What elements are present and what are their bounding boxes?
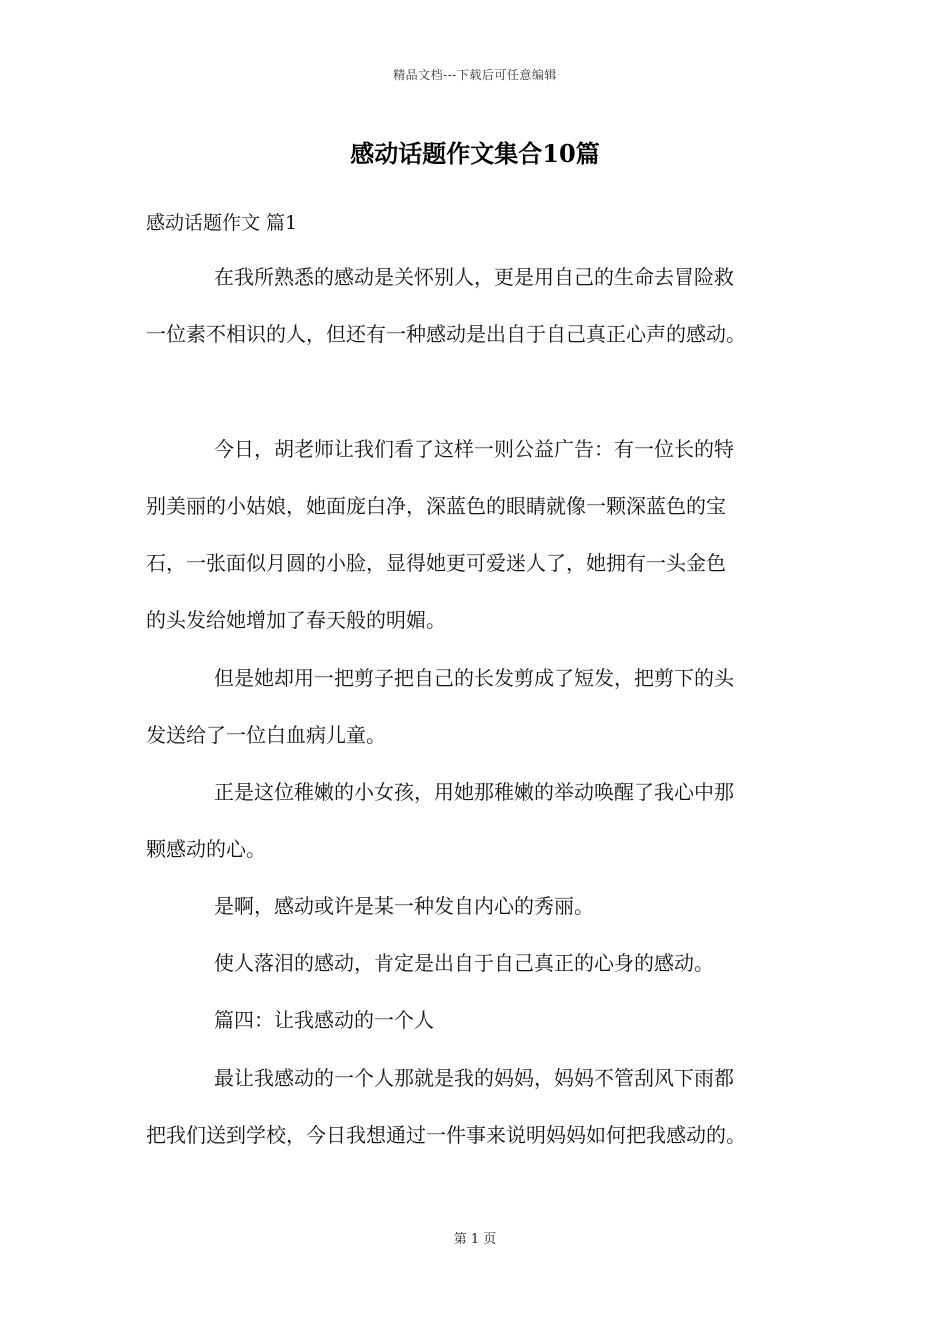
paragraph-line: 把我们送到学校，今日我想通过一件事来说明妈妈如何把我感动的。 xyxy=(146,1123,746,1147)
paragraph-line: 石，一张面似月圆的小脸，显得她更可爱迷人了，她拥有一头金色 xyxy=(146,551,726,575)
paragraph xyxy=(146,421,806,649)
paragraph xyxy=(146,764,806,878)
page-number: 第 1 页 xyxy=(453,1232,497,1247)
paragraph-line: 的头发给她增加了春天般的明媚。 xyxy=(146,608,446,632)
paragraph-line: 发送给了一位白血病儿童。 xyxy=(146,723,386,747)
paragraph-line: 但是她却用一把剪子把自己的长发剪成了短发，把剪下的头 xyxy=(214,666,734,690)
paragraph-line: 正是这位稚嫩的小女孩，用她那稚嫩的举动唤醒了我心中那 xyxy=(214,780,734,804)
paragraph-line: 颗感动的心。 xyxy=(146,837,266,861)
section-heading: 感动话题作文 篇1 xyxy=(146,212,298,234)
paragraph xyxy=(146,650,806,764)
paragraph-line: 最让我感动的一个人那就是我的妈妈，妈妈不管刮风下雨都 xyxy=(214,1066,734,1090)
paragraph-line: 使人落泪的感动，肯定是出自于自己真正的心身的感动。 xyxy=(214,951,714,975)
paragraph-line: 篇四：让我感动的一个人 xyxy=(214,1008,434,1032)
paragraph-line: 别美丽的小姑娘，她面庞白净，深蓝色的眼睛就像一颗深蓝色的宝 xyxy=(146,494,726,518)
paragraph xyxy=(146,1050,806,1164)
paragraph xyxy=(146,249,806,363)
paragraph xyxy=(146,935,806,992)
page-header: 精品文档---下载后可任意编辑 xyxy=(393,68,557,82)
paragraph-line: 是啊，感动或许是某一种发自内心的秀丽。 xyxy=(214,894,594,918)
paragraph-line: 今日，胡老师让我们看了这样一则公益广告：有一位长的特 xyxy=(214,437,734,461)
paragraph xyxy=(146,878,806,935)
subsection-heading xyxy=(146,992,806,1049)
document-title: 感动话题作文集合10篇 xyxy=(350,139,600,168)
paragraph-line: 一位素不相识的人，但还有一种感动是出自于自己真正心声的感动。 xyxy=(146,322,746,346)
paragraph-line: 在我所熟悉的感动是关怀别人，更是用自己的生命去冒险救 xyxy=(214,265,734,289)
